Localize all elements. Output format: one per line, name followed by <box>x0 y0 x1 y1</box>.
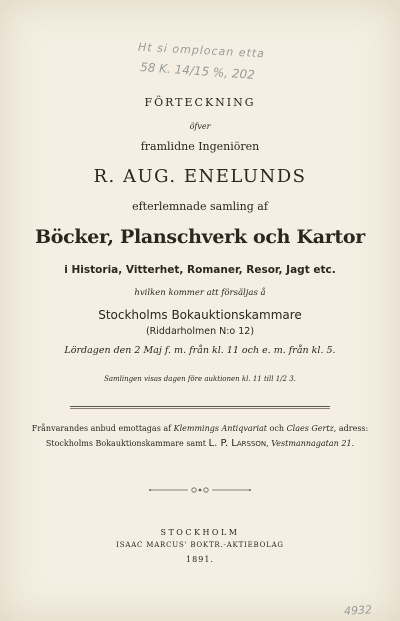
bids-larsson: L. P. Larsson <box>208 438 267 449</box>
handwritten-note-line2: 58 K. 14/15 %, 202 <box>139 60 256 82</box>
bids-text: , <box>266 439 272 448</box>
heading-forteckning: FÖRTECKNING <box>144 96 256 109</box>
genres-line: i Historia, Vitterhet, Romaner, Resor, Jagt etc. <box>64 264 336 276</box>
auction-house: Stockholms Bokauktionskammare <box>98 308 302 322</box>
imprint-year: 1891. <box>186 555 214 564</box>
bids-text: , adress: <box>333 424 369 433</box>
bids-text: Frånvarandes anbud emottagas af <box>31 424 174 433</box>
text-efterlemnade: efterlemnade samling af <box>132 200 268 213</box>
bids-text: Stockholms Bokauktionskammare samt <box>45 439 209 448</box>
auction-date: Lördagen den 2 Maj f. m. från kl. 11 och e. m. från kl. 5. <box>64 345 336 356</box>
divider-rule-thin <box>70 408 330 409</box>
bids-antiquarian: Klemmings Antiqvariat <box>173 424 268 433</box>
imprint-city: STOCKHOLM <box>160 528 240 537</box>
text-framlidne: framlidne Ingeniören <box>140 140 260 153</box>
auction-address: (Riddarholmen N:o 12) <box>145 326 255 337</box>
main-title: Böcker, Planschverk och Kartor <box>34 226 365 248</box>
bids-street: Vestmannagatan 21. <box>271 439 355 448</box>
handwritten-note-line1: Ht si omplocan etta <box>137 40 266 61</box>
handwritten-corner-number: 4932 <box>343 603 373 618</box>
text-ofver: öfver <box>189 122 211 131</box>
viewing-note: Samlingen visas dagen före auktionen kl. 11 till 1/2 3. <box>104 375 296 383</box>
divider-rule <box>70 406 330 407</box>
bids-line-1 <box>0 424 400 433</box>
bids-line-2 <box>0 438 400 449</box>
text-hvilken: hvilken kommer att försäljas å <box>134 288 266 298</box>
ornament-icon <box>148 484 252 496</box>
imprint-printer: ISAAC MARCUS' BOKTR.-AKTIEBOLAG <box>116 541 284 549</box>
bids-text: och <box>267 424 287 433</box>
collector-name: R. AUG. ENELUNDS <box>93 166 307 187</box>
bids-gertz: Claes Gertz <box>286 424 334 433</box>
